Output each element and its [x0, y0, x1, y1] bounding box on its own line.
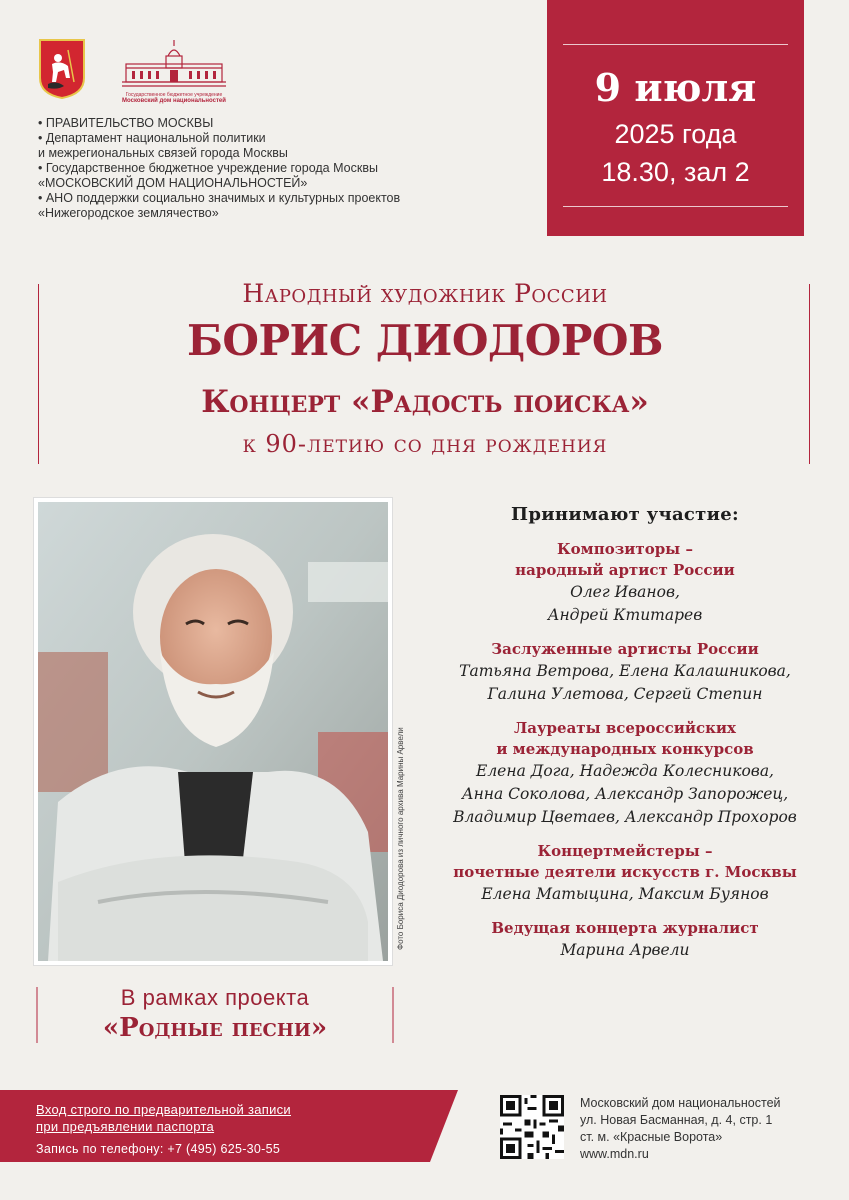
photo-credit [394, 620, 408, 950]
venue-address [580, 1095, 781, 1163]
organizer-line: «Нижегородское землячество» [38, 206, 219, 220]
mdn-logo-caption-2: Московский дом национальностей [122, 98, 226, 104]
group-title: Композиторы – [557, 540, 693, 558]
photo-credit-text: Фото Бориса Диодорова из личного архива Марины Арвели [396, 727, 405, 950]
group-title: и международных конкурсов [496, 740, 754, 758]
mdn-logo [118, 38, 230, 106]
artist-name: БОРИС ДИОДОРОВ [187, 316, 663, 365]
anniversary-line: к 90-летию со дня рождения [242, 430, 608, 458]
organizer-line: «МОСКОВСКИЙ ДОМ НАЦИОНАЛЬНОСТЕЙ» [38, 176, 308, 190]
mdn-building-icon [118, 38, 230, 90]
group-names: Марина Арвели [560, 941, 690, 959]
group-names: Галина Улетова, Сергей Степин [487, 685, 763, 703]
entry-rule-line-1: Вход строго по предварительной записи [36, 1102, 291, 1117]
venue-name: Московский дом национальностей [580, 1096, 781, 1110]
project-name: «Родные песни» [102, 1013, 328, 1043]
group-title: Концертмейстеры – [537, 842, 713, 860]
participant-group [420, 639, 830, 706]
title-left-rule [38, 284, 39, 464]
artist-portrait-image [38, 502, 388, 961]
event-year: 2025 года [614, 119, 737, 149]
artist-rank: Народный художник России [242, 279, 608, 308]
group-names: Елена Дога, Надежда Колесникова, [476, 762, 774, 780]
group-names: Анна Соколова, Александр Запорожец, [461, 785, 789, 803]
organizers-list [38, 116, 538, 221]
group-names: Татьяна Ветрова, Елена Калашникова, [459, 662, 791, 680]
organizer-line: • Государственное бюджетное учреждение города Москвы [38, 161, 378, 175]
venue-metro: ст. м. «Красные Ворота» [580, 1130, 723, 1144]
moscow-coat-of-arms-icon [38, 38, 86, 100]
group-names: Елена Матыцина, Максим Буянов [481, 885, 769, 903]
event-day: 9 июля [594, 65, 757, 110]
date-top-rule [563, 44, 788, 45]
organizer-line: • ПРАВИТЕЛЬСТВО МОСКВЫ [38, 116, 214, 130]
participant-group [420, 718, 830, 829]
group-title: Лауреаты всероссийских [513, 719, 737, 737]
qr-code-icon[interactable] [500, 1095, 564, 1159]
participant-group [420, 539, 830, 627]
organizer-line: и межрегиональных связей города Москвы [38, 146, 288, 160]
concert-title: Концерт «Радость поиска» [201, 384, 649, 420]
venue-street: ул. Новая Басманная, д. 4, стр. 1 [580, 1113, 773, 1127]
participants-heading: Принимают участие: [511, 504, 739, 525]
venue-website-link[interactable]: www.mdn.ru [580, 1147, 649, 1161]
organizer-line: • АНО поддержки социально значимых и культурных проектов [38, 191, 401, 205]
participants-section [420, 504, 830, 974]
group-names: Олег Иванов, [570, 583, 680, 601]
artist-photo [34, 498, 392, 965]
group-title: народный артист России [515, 561, 735, 579]
event-time-hall: 18.30, зал 2 [601, 157, 750, 187]
group-title: Заслуженные артисты России [491, 640, 759, 658]
participant-group [420, 918, 830, 962]
participant-group [420, 841, 830, 906]
group-title: почетные деятели искусств г. Москвы [453, 863, 797, 881]
project-label: В рамках проекта [120, 985, 310, 1010]
date-box [547, 0, 804, 236]
organizer-line: • Департамент национальной политики [38, 131, 266, 145]
mdn-logo-caption-1: Государственное бюджетное учреждение [125, 92, 223, 98]
group-names: Владимир Цветаев, Александр Прохоров [453, 808, 797, 826]
group-title: Ведущая концерта журналист [491, 919, 759, 937]
date-bottom-rule [563, 206, 788, 207]
registration-phone: Запись по телефону: +7 (495) 625-30-55 [36, 1142, 281, 1156]
entry-rule-line-2: при предъявлении паспорта [36, 1119, 215, 1134]
group-names: Андрей Ктитарев [547, 606, 703, 624]
